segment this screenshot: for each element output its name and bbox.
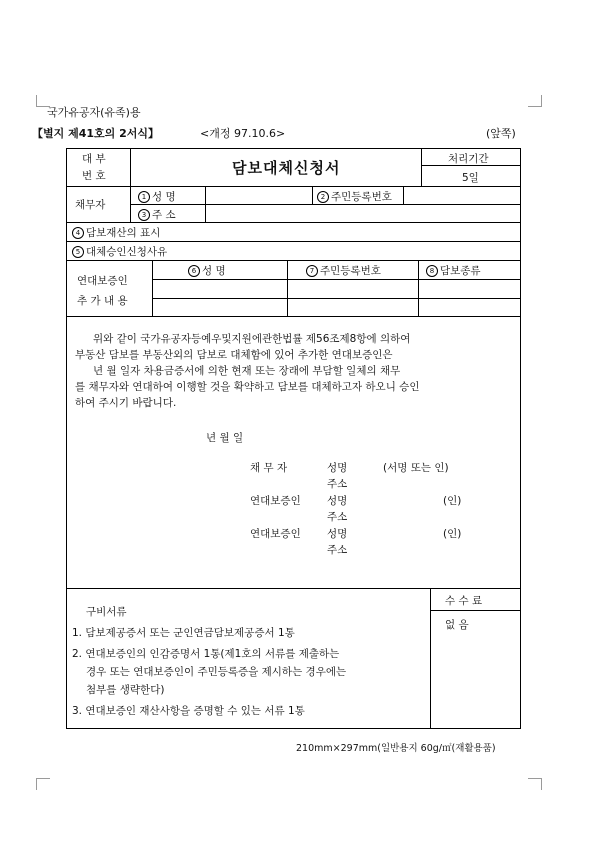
sign-surety2-name: 성명 [327, 528, 348, 540]
surety-type-label: 8 담보종류 [426, 263, 481, 278]
sign-surety2-seal: (인) [443, 528, 462, 540]
corner-mark-bl [36, 778, 37, 790]
circled-number-7: 7 [306, 265, 318, 277]
period-label: 처리기간 [448, 153, 489, 165]
paper-spec: 210mm×297mm(일반용지 60g/㎡(재활용품) [296, 743, 496, 754]
fee-value: 없 음 [445, 619, 469, 631]
surety-rrn-label: 7 주민등록번호 [306, 263, 381, 278]
form-ref: 【별지 제41호의 2서식】 [32, 127, 160, 140]
circled-number-5: 5 [72, 246, 84, 258]
docs-item-2c: 첨부를 생략한다) [86, 684, 165, 696]
name-field-label: 1 성 명 [138, 189, 176, 204]
corner-mark-bl-h [36, 778, 50, 779]
revision-note: <개정 97.10.6> [200, 127, 286, 140]
surety-name-label: 6 성 명 [188, 263, 226, 278]
circled-number-4: 4 [72, 227, 84, 239]
rrn-field-label: 2 주민등록번호 [317, 189, 392, 204]
sign-debtor-label: 채 무 자 [250, 462, 288, 474]
corner-mark-br-h [528, 778, 542, 779]
sign-surety1-name: 성명 [327, 495, 348, 507]
reason-label: 5 대체승인신청사유 [72, 244, 167, 259]
docs-item-2b: 경우 또는 연대보증인이 주민등록증을 제시하는 경우에는 [86, 666, 347, 678]
period-value: 5일 [462, 172, 479, 184]
docs-item-3: 3. 연대보증인 재산사항을 증명할 수 있는 서류 1통 [72, 705, 305, 717]
circled-number-8: 8 [426, 265, 438, 277]
sign-debtor-seal: (서명 또는 인) [383, 462, 449, 474]
docs-title: 구비서류 [86, 606, 127, 618]
corner-mark-tr-h [528, 106, 542, 107]
docs-item-2a: 2. 연대보증인의 인감증명서 1통(제1호의 서류를 제출하는 [72, 648, 340, 660]
loan-label-2: 번 호 [82, 170, 106, 182]
loan-label-1: 대 부 [82, 153, 106, 165]
address-field-label: 3 주 소 [138, 207, 176, 222]
body-line-2: 부동산 담보를 부동산외의 담보로 대체함에 있어 추가한 연대보증인은 [75, 349, 393, 361]
circled-number-2: 2 [317, 191, 329, 203]
date-line: 년 월 일 [206, 432, 244, 444]
sign-debtor-address: 주소 [327, 478, 348, 490]
sign-debtor-name: 성명 [327, 462, 348, 474]
sign-surety2-address: 주소 [327, 544, 348, 556]
sign-surety2-label: 연대보증인 [250, 528, 301, 540]
surety-label-1: 연대보증인 [77, 275, 128, 287]
sign-surety1-label: 연대보증인 [250, 495, 301, 507]
circled-number-6: 6 [188, 265, 200, 277]
body-line-3: 년 월 일자 차용금증서에 의한 현재 또는 장래에 부담할 일체의 채무 [93, 365, 401, 377]
debtor-label: 채무자 [75, 199, 106, 211]
category-label: 국가유공자(유족)용 [47, 106, 141, 119]
fee-label: 수 수 료 [445, 595, 483, 607]
surety-label-2: 추 가 내 용 [77, 295, 128, 307]
docs-item-1: 1. 담보제공증서 또는 군인연금담보제공증서 1통 [72, 627, 295, 639]
form-title: 담보대체신청서 [232, 159, 341, 177]
sign-surety1-address: 주소 [327, 511, 348, 523]
collateral-label: 4 담보재산의 표시 [72, 225, 160, 240]
sign-surety1-seal: (인) [443, 495, 462, 507]
circled-number-3: 3 [138, 209, 150, 221]
body-line-5: 하여 주시기 바랍니다. [75, 397, 177, 409]
body-line-4: 를 채무자와 연대하여 이행할 것을 확약하고 담보를 대체하고자 하오니 승인 [75, 381, 420, 393]
body-line-1: 위와 같이 국가유공자등예우및지원에관한법률 제56조제8항에 의하여 [93, 333, 411, 345]
side-label: (앞쪽) [486, 127, 516, 140]
circled-number-1: 1 [138, 191, 150, 203]
corner-mark-br [541, 778, 542, 790]
